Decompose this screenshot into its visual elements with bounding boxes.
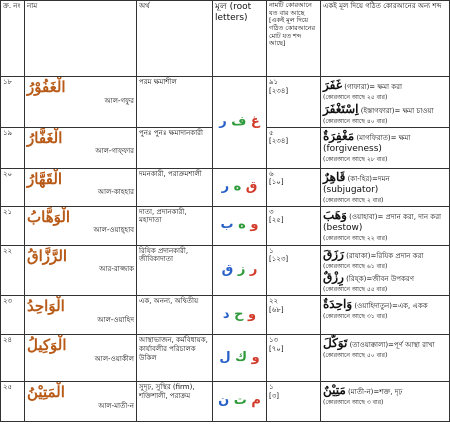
other-bangla: (রাযাকা)=রিযিক প্রদান করা — [346, 251, 424, 260]
table-row — [1, 206, 450, 245]
root-letter: ك — [235, 349, 248, 365]
bangla-name: আল-ওয়াকীল — [94, 354, 134, 363]
count-cell — [267, 296, 321, 335]
count-line: ১ — [269, 246, 274, 255]
serial-cell: ২৩ — [1, 296, 25, 335]
other-bangla: (কোরআনে আছে ২২ বার) — [323, 234, 388, 242]
root-cell — [213, 335, 267, 382]
other-word — [323, 223, 447, 234]
other-bangla: (ওয়াহিদাতুন)=এক, একক — [354, 302, 428, 310]
table-row — [1, 77, 450, 128]
other-word — [323, 208, 447, 223]
other-arabic: تَوَكَّلَ — [323, 336, 348, 350]
count-line: [৬৮] — [269, 305, 284, 314]
other-bangla: (কোরআনে আছে ২ বার) — [323, 196, 384, 204]
other-bangla: (কোরআনে আছে ৬১ বার) — [323, 262, 388, 270]
table-row — [1, 335, 450, 382]
arabic-name: الْوَهَّابُ — [27, 207, 71, 226]
other-bangla: (ওয়াহাবা)= প্রদান করা, দান করা — [349, 212, 442, 221]
root-letter: ه — [233, 178, 242, 194]
table-row — [1, 245, 450, 296]
other-word — [323, 351, 447, 360]
serial-cell: ২২ — [1, 245, 25, 296]
others-cell — [321, 296, 450, 335]
other-arabic: رِزْقٌ — [323, 270, 344, 285]
root-letter: و — [248, 306, 257, 322]
other-bangla: (রিয্‌ক)=জীবন উপকরণ — [346, 275, 415, 284]
other-arabic: وَاحِدَةٌ — [323, 297, 353, 311]
root-letter: ر — [219, 114, 227, 130]
count-cell — [267, 245, 321, 296]
header-meaning: অর্থ — [137, 1, 213, 77]
root-cell — [213, 245, 267, 296]
other-bangla: (কোরআনে আছে ৫৫ বার) — [323, 286, 388, 294]
bangla-name: আল-ওয়াহিদ — [97, 315, 134, 324]
count-line: [২৫] — [269, 216, 284, 225]
table-row — [1, 382, 450, 422]
bangla-name: আল-গাফ্‌ফার — [95, 147, 134, 156]
other-english: (subjugator) — [323, 184, 379, 195]
other-word — [323, 93, 447, 102]
serial-cell: ১৮ — [1, 77, 25, 128]
other-english: (forgiveness) — [323, 143, 382, 154]
other-word — [323, 398, 447, 407]
root-letter: ق — [221, 262, 234, 278]
other-word — [323, 129, 447, 144]
arabic-name: الْوَاحِدُ — [27, 297, 65, 315]
count-cell — [267, 335, 321, 382]
bangla-name: আর-রাজ্জাক — [99, 265, 134, 274]
others-cell — [321, 168, 450, 206]
other-bangla: (কা-হির)=দমন — [347, 174, 390, 183]
name-cell — [25, 127, 137, 168]
count-cell — [267, 382, 321, 422]
other-arabic: غَفَرَ — [323, 78, 342, 92]
other-word — [323, 336, 447, 351]
root-cell — [213, 168, 267, 206]
root-letter: د — [222, 306, 230, 322]
meaning-cell: পরম ক্ষমাশীল — [137, 77, 213, 128]
root-letter: و — [250, 217, 259, 233]
count-line: ২২ — [269, 297, 279, 305]
other-bangla: (কোরআনে আছে ৩ বার) — [323, 399, 384, 406]
root-letter: ر — [221, 178, 230, 194]
count-line: [১২৩] — [269, 255, 289, 264]
meaning-cell: সুদৃঢ়, সুস্থির (firm), শক্তিশালী, পরাক্রম — [137, 382, 213, 422]
count-line: ১৩ — [269, 336, 279, 344]
root-cell — [213, 77, 267, 169]
name-cell — [25, 206, 137, 245]
header-root: মূল (root letters) — [213, 1, 267, 77]
meaning-cell: দাতা, প্রদানকারী, মহাদাতা — [137, 206, 213, 245]
meaning-cell: দমনকারী, পরাক্রমশালী — [137, 168, 213, 206]
arabic-name: الْغَفُوْرُ — [27, 78, 66, 96]
other-arabic: قَاهِرٌ — [323, 169, 346, 184]
others-cell — [321, 206, 450, 245]
other-bangla: (কোরআনে আছে ৩১ বার) — [323, 313, 388, 320]
root-letter: ب — [220, 217, 234, 233]
name-cell — [25, 296, 137, 335]
root-cell — [213, 382, 267, 422]
other-word — [323, 144, 447, 155]
other-word — [323, 234, 447, 243]
other-word — [323, 102, 447, 117]
root-letter: ق — [245, 178, 258, 194]
bangla-name: আল-কাহহার — [97, 188, 134, 197]
other-bangla: (তাওয়াক্কালা)=পূর্ণ আস্থা রাখা — [349, 341, 435, 349]
header-row — [1, 1, 450, 77]
serial-cell: ২৪ — [1, 335, 25, 382]
count-line: [৩] — [269, 391, 280, 400]
arabic-name: الْقَهَّارُ — [27, 169, 63, 188]
others-cell — [321, 77, 450, 128]
serial-cell: ১৯ — [1, 127, 25, 168]
bangla-name: আল-ওয়াহ্‌হাব — [93, 226, 134, 235]
other-bangla: (কোরআনে আছে ২৫ বার) — [323, 94, 388, 101]
count-line: ৩ — [269, 207, 274, 216]
count-line: [১০] — [269, 178, 284, 187]
arabic-name: الْمَتِيْنُ — [27, 383, 65, 401]
root-letter: ز — [237, 262, 246, 278]
header-name: নাম — [25, 1, 137, 77]
other-bangla: (কোরআনে আছে ২৮ বার) — [323, 155, 388, 163]
name-cell — [25, 168, 137, 206]
other-word — [323, 297, 447, 312]
count-line: [৭০] — [269, 344, 284, 353]
count-line: [২৩৪] — [269, 137, 289, 146]
other-arabic: مَغْفِرَةٌ — [323, 128, 355, 143]
root-letter: م — [251, 393, 261, 409]
others-cell — [321, 335, 450, 382]
arabic-name: الْوَكِيلُ — [27, 336, 67, 354]
count-cell — [267, 127, 321, 168]
name-cell — [25, 335, 137, 382]
root-letter: ن — [218, 393, 230, 409]
root-letter: ه — [238, 217, 246, 233]
table-row — [1, 168, 450, 206]
count-line: ৯১ — [269, 78, 279, 86]
other-bangla: (কোরআনে আছে ৪০ বার) — [323, 117, 388, 125]
root-cell — [213, 296, 267, 335]
other-bangla: (কোরআনে আছে ৫০ বার) — [323, 352, 388, 359]
bangla-name: আল-মাতী-ন — [98, 401, 134, 410]
other-word — [323, 312, 447, 321]
other-word — [323, 185, 447, 196]
other-word — [323, 117, 447, 126]
root-letter: ف — [231, 114, 247, 130]
other-arabic: وَهَبَ — [323, 207, 347, 222]
name-cell — [25, 245, 137, 296]
other-bangla: (গাফারা)= ক্ষমা করা — [344, 83, 402, 91]
count-cell — [267, 77, 321, 128]
count-cell — [267, 168, 321, 206]
root-letter: ت — [233, 393, 247, 409]
meaning-cell: এক, অনন্য, অদ্বিতীয় — [137, 296, 213, 335]
table-row — [1, 296, 450, 335]
bangla-name: আল-গফুর — [104, 96, 134, 105]
other-arabic: اِسْتَغْفَرَ — [323, 101, 359, 116]
meaning-cell: রিযিক প্রদানকারী, জীবিকাদাতা — [137, 245, 213, 296]
other-word — [323, 383, 447, 398]
root-letter: غ — [250, 114, 260, 130]
count-cell — [267, 206, 321, 245]
root-letter: ح — [234, 306, 244, 322]
other-word — [323, 78, 447, 93]
other-word — [323, 247, 447, 262]
other-arabic: رَزَقَ — [323, 246, 344, 261]
other-word — [323, 155, 447, 164]
other-english: (bestow) — [323, 222, 363, 233]
header-serial: ক্র. নং — [1, 1, 25, 77]
name-cell — [25, 382, 137, 422]
count-line: ৬ — [269, 169, 274, 178]
other-word — [323, 285, 447, 294]
root-cell — [213, 206, 267, 245]
other-bangla: (মাতী-ন)=শক্ত, দৃঢ় — [348, 388, 403, 396]
root-letter: ل — [219, 349, 231, 365]
name-cell — [25, 77, 137, 128]
arabic-name: الرَّزَّاقُ — [27, 246, 68, 265]
header-others: একই মূল দিয়ে গঠিত কোরআনের অন্য শব্দ — [321, 1, 450, 77]
root-letter: و — [251, 349, 260, 365]
other-word — [323, 170, 447, 185]
header-count: নামটি কোরআনে যত বার আছে [একই মূল দিয়ে গঠিত কোরআনের মোট যত শব্দ আছে] — [267, 1, 321, 77]
serial-cell: ২৫ — [1, 382, 25, 422]
other-word — [323, 196, 447, 205]
meaning-cell: পুনঃ পুনঃ ক্ষমাদানকারী — [137, 127, 213, 168]
serial-cell: ২১ — [1, 206, 25, 245]
meaning-cell: আস্থাভাজন, কর্মবিধায়ক, কার্যাবলীর পরিচালক উকিল — [137, 335, 213, 382]
count-line: ১ — [269, 383, 274, 391]
count-line: [২৩৪] — [269, 86, 289, 95]
other-word — [323, 270, 447, 285]
other-arabic: مَتِيْنٌ — [323, 383, 346, 397]
others-cell — [321, 382, 450, 422]
other-bangla: (মাগফিরাত)= ক্ষমা — [356, 133, 411, 142]
count-line: ৫ — [269, 128, 274, 137]
other-bangla: (ইস্তাগফারা)= ক্ষমা চাওয়া — [360, 106, 434, 115]
others-cell — [321, 245, 450, 296]
others-cell — [321, 127, 450, 168]
serial-cell: ২০ — [1, 168, 25, 206]
other-word — [323, 262, 447, 271]
table-body — [1, 77, 450, 422]
arabic-name: الْغَفَّارُ — [27, 128, 63, 147]
root-letter: ر — [249, 262, 258, 278]
